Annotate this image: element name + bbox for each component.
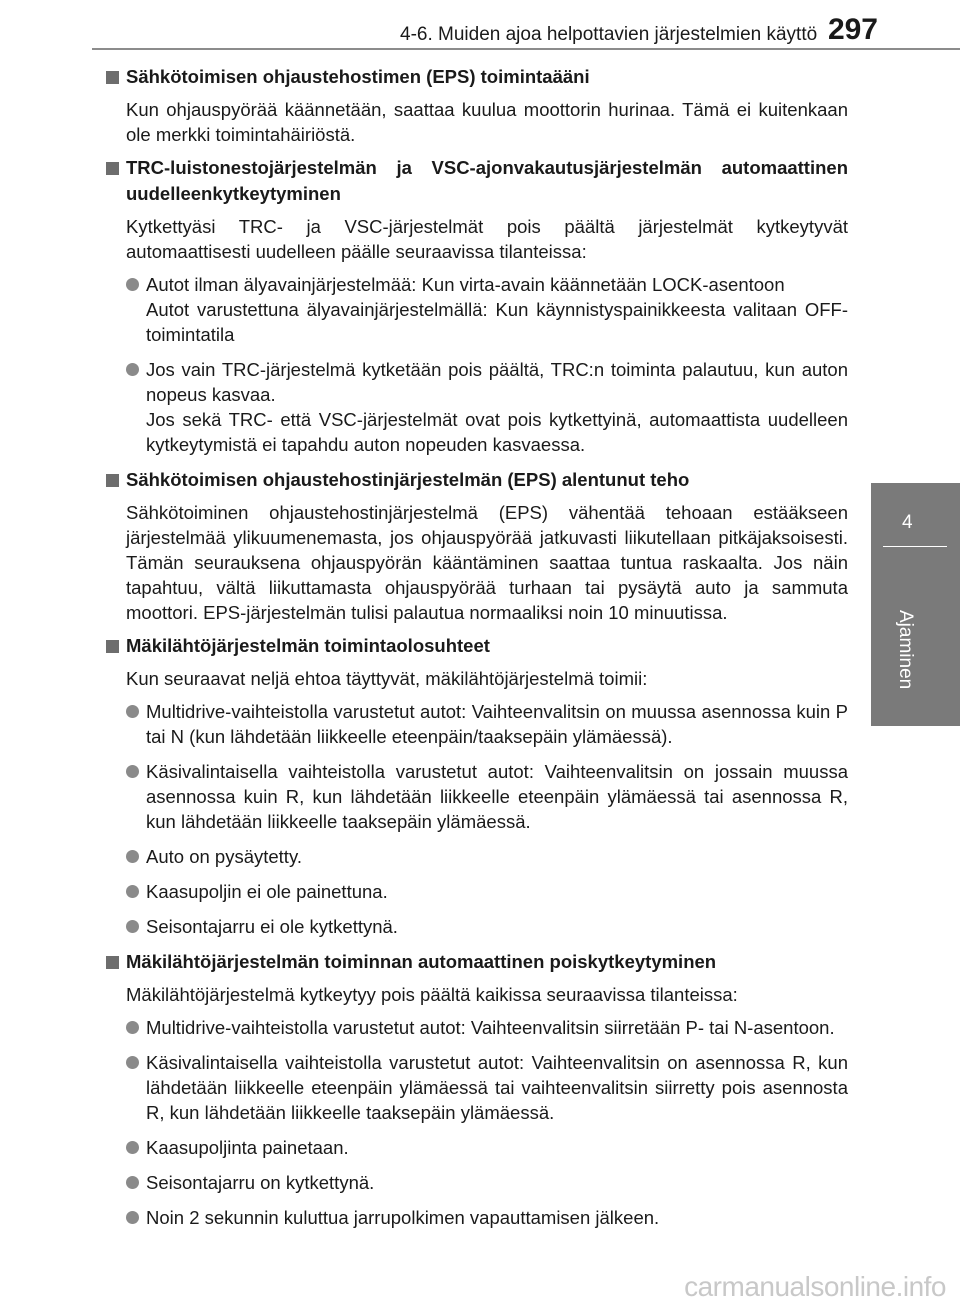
- circle-bullet-icon: [126, 850, 139, 863]
- square-bullet-icon: [106, 956, 119, 969]
- section-eps-sound: [104, 64, 848, 147]
- list-item: [104, 699, 848, 749]
- section-heading-text: Sähkötoimisen ohjaustehostimen (EPS) toimintaääni: [126, 66, 590, 87]
- section-hill-start-deactivation: [104, 949, 848, 1230]
- list-item-text: Multidrive-vaihteistolla varustetut autot: Vaihteenvalitsin on muussa asennossa kuin P tai N (kun lähdetään liikkeelle eteenpäin/taaksepäin ylämäessä).: [146, 701, 848, 747]
- bullet-list: [104, 699, 848, 939]
- list-item-text: Jos vain TRC-järjestelmä kytketään pois päältä, TRC:n toiminta palautuu, kun auton nopeus kasvaa.: [146, 359, 848, 405]
- page-content: [104, 64, 848, 1240]
- circle-bullet-icon: [126, 920, 139, 933]
- section-heading-text: Mäkilähtöjärjestelmän toiminnan automaattinen poiskytkeytyminen: [126, 951, 717, 972]
- section-heading-text: Sähkötoimisen ohjaustehostinjärjestelmän (EPS) alentunut teho: [126, 469, 690, 490]
- list-item: [104, 1205, 848, 1230]
- section-heading-text: TRC-luistonestojärjestelmän ja VSC-ajonvakautusjärjestelmän automaattinen uudelleenkytkeytyminen: [126, 157, 848, 204]
- list-item-text: Autot ilman älyavainjärjestelmää: Kun virta-avain käännetään LOCK-asentoon: [146, 274, 785, 295]
- list-item-text: Autot varustettuna älyavainjärjestelmällä: Kun käynnistyspainikkeesta valitaan OFF-toimintatila: [146, 299, 848, 345]
- section-hill-start-conditions: [104, 633, 848, 939]
- circle-bullet-icon: [126, 765, 139, 778]
- list-item: [104, 879, 848, 904]
- section-heading: [104, 633, 848, 659]
- list-item-text: Käsivalintaisella vaihteistolla varustetut autot: Vaihteenvalitsin on jossain muussa asennossa kuin R, kun lähdetään liikkeelle eteenpäin ylämäessä tai asennossa R, kun lähdetään liikkeelle taaksepäin ylämäessä.: [146, 761, 848, 832]
- square-bullet-icon: [106, 474, 119, 487]
- section-heading-text: Mäkilähtöjärjestelmän toimintaolosuhteet: [126, 635, 490, 656]
- chapter-number: 4: [902, 512, 913, 533]
- chapter-tab-divider: [883, 546, 947, 547]
- square-bullet-icon: [106, 71, 119, 84]
- list-item-text: Kaasupoljin ei ole painettuna.: [146, 881, 388, 902]
- circle-bullet-icon: [126, 1056, 139, 1069]
- list-item-text: Seisontajarru ei ole kytkettynä.: [146, 916, 398, 937]
- page-number: 297: [827, 13, 878, 46]
- square-bullet-icon: [106, 162, 119, 175]
- list-item-text: Käsivalintaisella vaihteistolla varustetut autot: Vaihteenvalitsin on asennossa R, kun lähdetään liikkeelle eteenpäin ylämäessä tai vaihteenvalitsin siirretty pois asennosta R, kun lähdetään liikkeelle taaksepäin ylämäessä.: [146, 1052, 848, 1123]
- header-section-title: 4-6. Muiden ajoa helpottavien järjestelmien käyttö: [400, 24, 818, 45]
- section-text: Kun seuraavat neljä ehtoa täyttyvät, mäkilähtöjärjestelmä toimii:: [126, 668, 648, 689]
- section-heading: [104, 949, 848, 975]
- list-item-text: Seisontajarru on kytkettynä.: [146, 1172, 375, 1193]
- bullet-list: [104, 272, 848, 457]
- list-item: [104, 1050, 848, 1125]
- list-item-text: Kaasupoljinta painetaan.: [146, 1137, 349, 1158]
- list-item-text: Jos sekä TRC- että VSC-järjestelmät ovat pois kytkettyinä, automaattista uudelleen kytkeytymistä ei tapahdu auton nopeuden kasvaessa.: [146, 409, 848, 455]
- list-item: [104, 914, 848, 939]
- bullet-list: [104, 1015, 848, 1230]
- circle-bullet-icon: [126, 1211, 139, 1224]
- list-item: [104, 1015, 848, 1040]
- list-item-text: Multidrive-vaihteistolla varustetut autot: Vaihteenvalitsin siirretään P- tai N-asentoon.: [146, 1017, 835, 1038]
- list-item: [104, 1170, 848, 1195]
- circle-bullet-icon: [126, 363, 139, 376]
- list-item: [104, 759, 848, 834]
- circle-bullet-icon: [126, 1176, 139, 1189]
- list-item-text: Noin 2 sekunnin kuluttua jarrupolkimen vapauttamisen jälkeen.: [146, 1207, 660, 1228]
- section-text: Mäkilähtöjärjestelmä kytkeytyy pois päältä kaikissa seuraavissa tilanteissa:: [126, 984, 738, 1005]
- chapter-label: Ajaminen: [895, 610, 916, 690]
- section-text: Sähkötoiminen ohjaustehostinjärjestelmä (EPS) vähentää tehoaan estääkseen järjestelmää ylikuumenemasta, jos ohjauspyörää jatkuvasti liikutellaan pitkäjaksoisesti. Tämän seurauksena ohjauspyörän kääntäminen saattaa tuntua raskaalta. Jos näin tapahtuu, vältä liikuttamasta ohjauspyörää turhaan tai pysäytä auto ja sammuta moottori. EPS-järjestelmän tulisi palautua normaaliksi noin 10 minuutissa.: [126, 502, 848, 623]
- list-item-text: Auto on pysäytetty.: [146, 846, 302, 867]
- circle-bullet-icon: [126, 1021, 139, 1034]
- section-text: Kytkettyäsi TRC- ja VSC-järjestelmät pois päältä järjestelmät kytkeytyvät automaattisesti uudelleen päälle seuraavissa tilanteissa:: [126, 216, 848, 262]
- square-bullet-icon: [106, 640, 119, 653]
- section-heading: [104, 64, 848, 90]
- list-item: [104, 844, 848, 869]
- list-item: [104, 357, 848, 457]
- circle-bullet-icon: [126, 885, 139, 898]
- section-eps-reduced-power: [104, 467, 848, 625]
- list-item: [104, 272, 848, 347]
- circle-bullet-icon: [126, 1141, 139, 1154]
- header-divider: [92, 48, 960, 50]
- section-trc-vsc-reactivation: [104, 155, 848, 457]
- section-heading: [104, 467, 848, 493]
- section-heading: [104, 155, 848, 207]
- watermark: carmanualsonline.info: [684, 1271, 946, 1302]
- circle-bullet-icon: [126, 705, 139, 718]
- list-item: [104, 1135, 848, 1160]
- chapter-side-tab: [871, 483, 960, 726]
- section-text: Kun ohjauspyörää käännetään, saattaa kuulua moottorin hurinaa. Tämä ei kuitenkaan ole merkki toimintahäiriöstä.: [126, 99, 848, 145]
- circle-bullet-icon: [126, 278, 139, 291]
